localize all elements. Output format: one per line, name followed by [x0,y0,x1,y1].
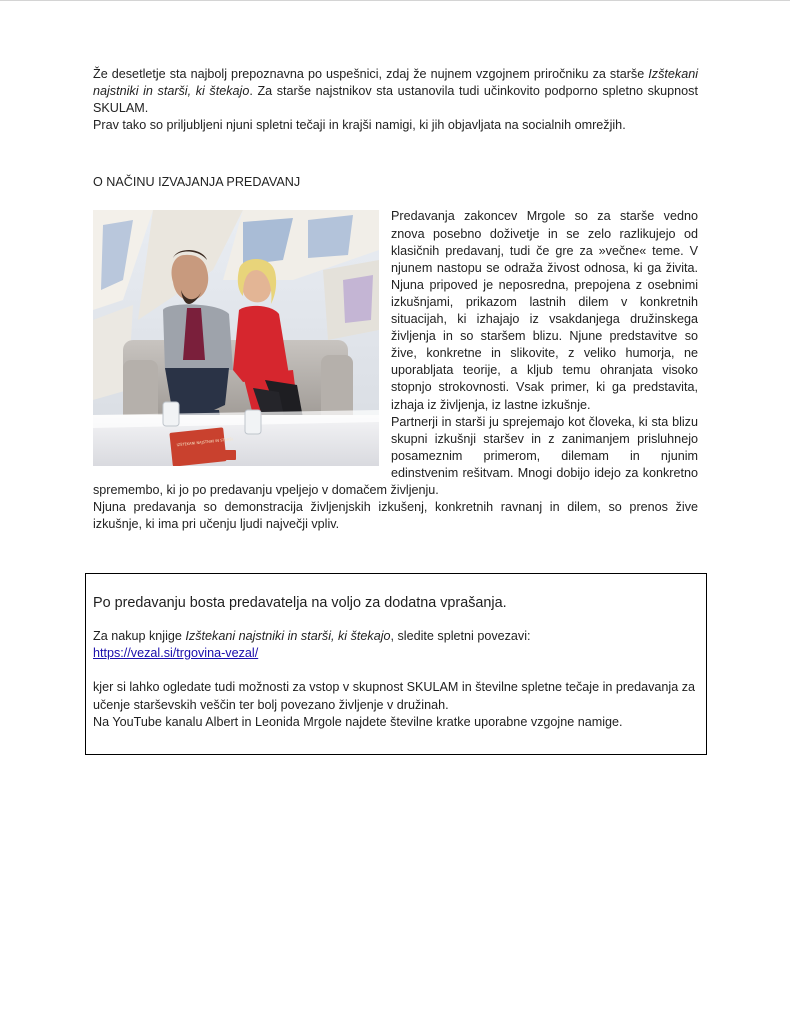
purchase-book-title: Izštekani najstniki in starši, ki štekajo [185,629,391,643]
lecture-paragraph-3: Njuna predavanja so demonstracija življenjskih izkušenj, konkretnih ravnanj in dilem, so prenos žive izkušnje, ki ima pri učenju ljudi največji vpliv. [93,500,698,532]
intro-paragraph [93,66,698,117]
skulam-paragraph: kjer si lahko ogledate tudi možnosti za vstop v skupnost SKULAM in številne spletne tečaje in predavanja za učenje starševskih veščin ter bolj povezano življenje v družinah. [93,680,696,712]
section-heading: O NAČINU IZVAJANJA PREDAVANJ [93,175,301,190]
youtube-paragraph: Na YouTube kanalu Albert in Leonida Mrgole najdete številne kratke uporabne vzgojne namige. [93,714,623,729]
intro-paragraph-2: Prav tako so priljubljeni njuni spletni tečaji in krajši namigi, ki jih objavljata na socialnih omrežjih. [93,118,626,133]
intro-text-rest: . Za starše najstnikov sta ustanovila tudi učinkovito podporno spletno skupnost SKULAM. [93,84,698,116]
lecture-description [93,208,698,533]
book-title: Izštekani najstniki in starši, ki štekajo [93,67,698,99]
page-top-border [0,0,790,1]
info-box-title: Po predavanju bosta predavatelja na voljo za dodatna vprašanja. [93,595,507,611]
book-cover-label: IZŠTEKANI NAJSTNIKI IN STARŠI [176,437,233,448]
lecture-paragraph-1-text: Predavanja zakoncev Mrgole so za starše vedno znova posebno doživetje in se zelo razlikujejo od klasičnih predavanj, tudi če gre za »večne« teme. V njunem nastopu se odraža živost odnosa, ki ga živita. Njuna pripoved je neposredna, prepojena z osebnimi izkušnjami, prikazom lastnih dilem v konkretnih situacijah, ki izhajajo iz vsakdanjega družinskega življenja in so staršem blizu. Njune predstavitve so žive, konkretne in slikovite, z veliko humorja, ne uporabljata teorije, a kljub temu ohranjata visoko stopnjo strokovnosti. Vsak primer, ki ga predstavita, izhaja iz življenja, iz lastne izkušnje. [391,209,698,412]
intro-text: Že desetletje sta najbolj prepoznavna po uspešnici, zdaj že nujnem vzgojnem priročniku za starše [93,67,649,81]
shop-link[interactable]: https://vezal.si/trgovina-vezal/ [93,646,259,661]
document-page [93,66,698,533]
purchase-suffix: , sledite spletni povezavi: [390,629,531,643]
info-box [85,573,707,755]
spacer [93,662,699,679]
glass-left [163,402,179,426]
lecture-paragraph-2: Partnerji in starši ju sprejemajo kot človeka, ki sta blizu skupni izkušnji staršev in z zanimanjem prisluhnejo posameznim primerom, dilemam in njunim edinstvenim rešitvam. Mnogi dobijo idejo za konkretno spremembo, ki jo po predavanju vpeljejo v domačem življenju. [93,414,698,497]
book-purchase-line [93,628,699,645]
purchase-prefix: Za nakup knjige [93,629,186,643]
lecture-paragraph-1 [93,208,698,448]
glass-right [245,410,261,434]
lecturers-photo [93,210,379,466]
